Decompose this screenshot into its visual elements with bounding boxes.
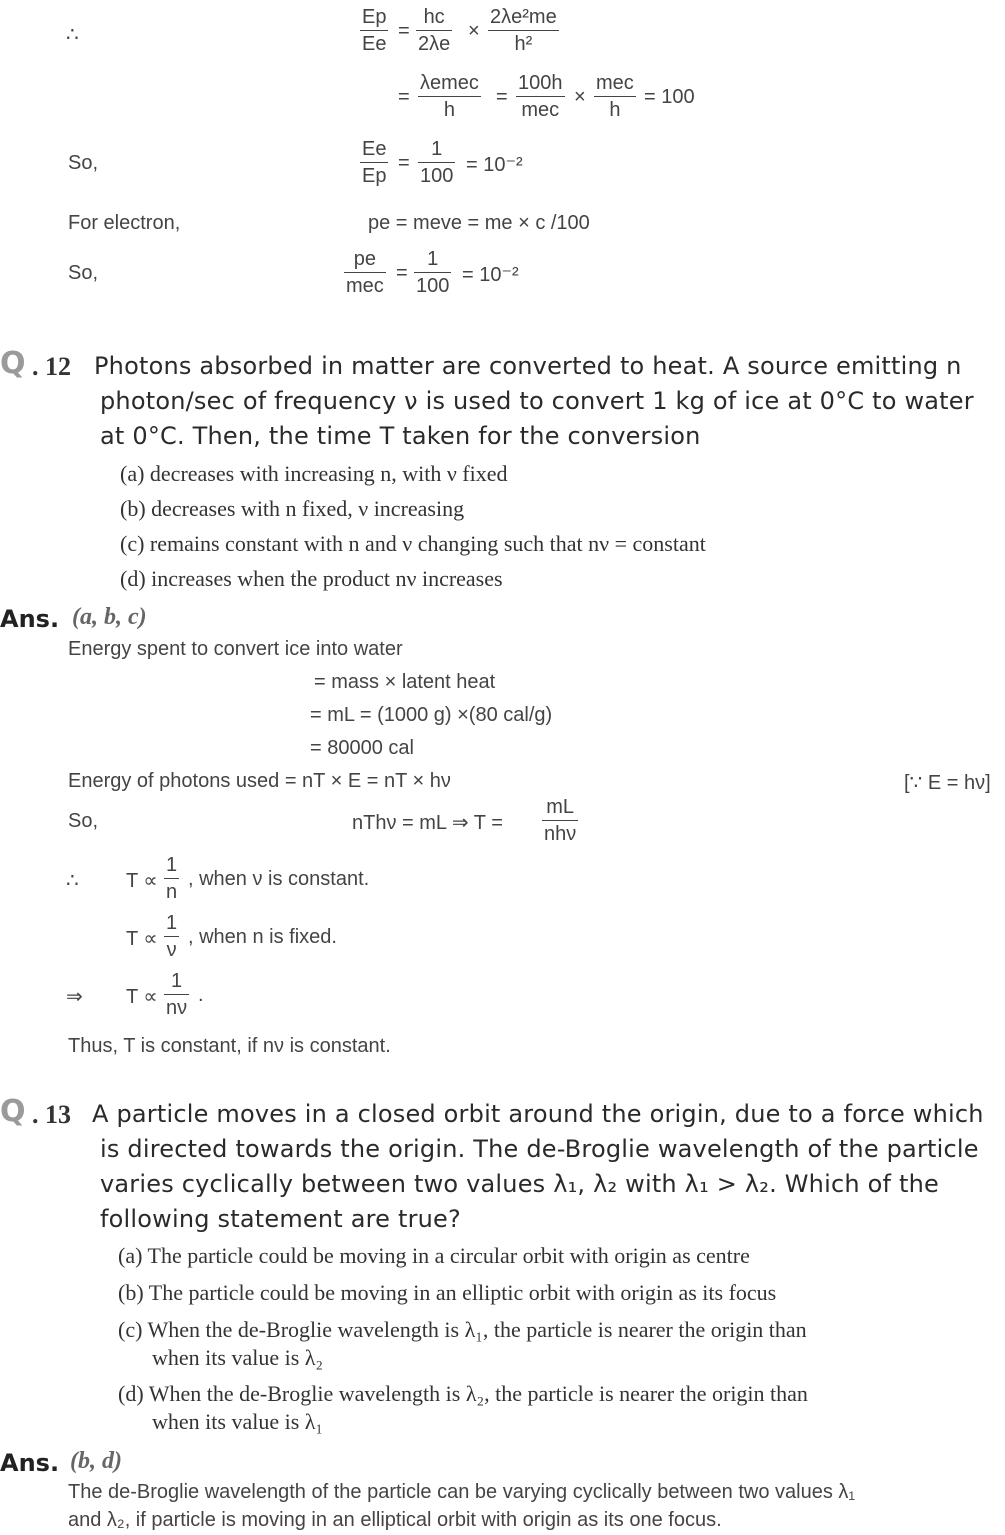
fraction: $\frac{hc}{2\lambda e}$ bbox=[418, 6, 451, 55]
answer-value: (b, d) bbox=[70, 1448, 122, 1474]
fraction: mL nhν bbox=[544, 796, 577, 845]
answer-label: Ans. bbox=[0, 1449, 60, 1477]
question-text: Photons absorbed in matter are converted to heat. A source emitting n bbox=[94, 352, 962, 380]
fraction: $\frac{Ee}{Ep}$ bbox=[362, 138, 387, 187]
fraction: 100h mec bbox=[518, 72, 563, 121]
option-c: (c) remains constant with n and ν changing such that nν = constant bbox=[120, 531, 706, 556]
question-text: at 0°C. Then, the time T taken for the conversion bbox=[100, 422, 701, 450]
option-c-continued: when its value is λ₂ bbox=[152, 1345, 324, 1370]
fraction: $\frac{1}{\nu}$ bbox=[166, 912, 178, 961]
question-text: A particle moves in a closed orbit around the origin, due to a force which bbox=[92, 1100, 984, 1128]
therefore-symbol: ∴ bbox=[66, 24, 79, 46]
question-mark-icon: Q bbox=[0, 346, 26, 381]
question-mark-icon: Q bbox=[0, 1094, 26, 1129]
fraction: λemec h bbox=[420, 72, 479, 121]
option-a: (a) The particle could be moving in a circular orbit with origin as centre bbox=[118, 1243, 750, 1268]
question-text: photon/sec of frequency ν is used to convert 1 kg of ice at 0°C to water bbox=[100, 387, 974, 415]
solution-text: = mass × latent heat bbox=[314, 671, 496, 693]
option-d-continued: when its value is λ₁ bbox=[152, 1409, 324, 1434]
question-number: . 13 bbox=[32, 1100, 71, 1129]
fraction: $\frac{1}{n}$ bbox=[166, 854, 178, 903]
fraction: $\frac{1}{100}$ bbox=[416, 248, 450, 297]
fraction: mec h bbox=[596, 72, 634, 121]
option-b: (b) The particle could be moving in an elliptic orbit with origin as its focus bbox=[118, 1280, 777, 1305]
solution-text: and λ₂, if particle is moving in an elliptical orbit with origin as its one focus. bbox=[68, 1509, 722, 1531]
solution-note: [∵ E = hν] bbox=[904, 772, 991, 794]
answer-value: (a, b, c) bbox=[72, 604, 147, 630]
option-c: (c) When the de-Broglie wavelength is λ₁, the particle is nearer the origin than bbox=[118, 1317, 807, 1342]
option-d: (d) When the de-Broglie wavelength is λ₂, the particle is nearer the origin than bbox=[118, 1381, 808, 1406]
option-a: (a) decreases with increasing n, with ν fixed bbox=[120, 461, 508, 486]
solution-conclusion: Thus, T is constant, if nν is constant. bbox=[68, 1035, 391, 1057]
option-d: (d) increases when the product nν increases bbox=[120, 566, 503, 591]
solution-text: Energy of photons used = nT × E = nT × hν bbox=[68, 770, 451, 792]
solution-text: = 80000 cal bbox=[310, 737, 414, 759]
question-text: is directed towards the origin. The de-Broglie wavelength of the particle bbox=[100, 1135, 979, 1163]
solution-text: Energy spent to convert ice into water bbox=[68, 638, 403, 660]
solution-text: = mL = (1000 g) ×(80 cal/g) bbox=[310, 704, 553, 726]
question-text: following statement are true? bbox=[100, 1205, 461, 1233]
fraction: $\frac{1}{100}$ bbox=[420, 138, 454, 187]
question-number: . 12 bbox=[32, 352, 71, 381]
solution-text: The de-Broglie wavelength of the particle can be varying cyclically between two values λ₁ bbox=[68, 1481, 856, 1503]
option-b: (b) decreases with n fixed, ν increasing bbox=[120, 496, 465, 521]
fraction: $\frac{\text{2λe²me}}{\text{h²}}$ bbox=[490, 6, 557, 55]
fraction: $\frac{1}{n\nu}$ bbox=[166, 970, 188, 1019]
question-text: varies cyclically between two values λ₁, λ₂ with λ₁ > λ₂. Which of the bbox=[100, 1170, 939, 1198]
answer-label: Ans. bbox=[0, 605, 60, 633]
fraction: pe mec bbox=[346, 248, 384, 297]
fraction: $\frac{Ep}{Ee}$ bbox=[362, 6, 387, 55]
